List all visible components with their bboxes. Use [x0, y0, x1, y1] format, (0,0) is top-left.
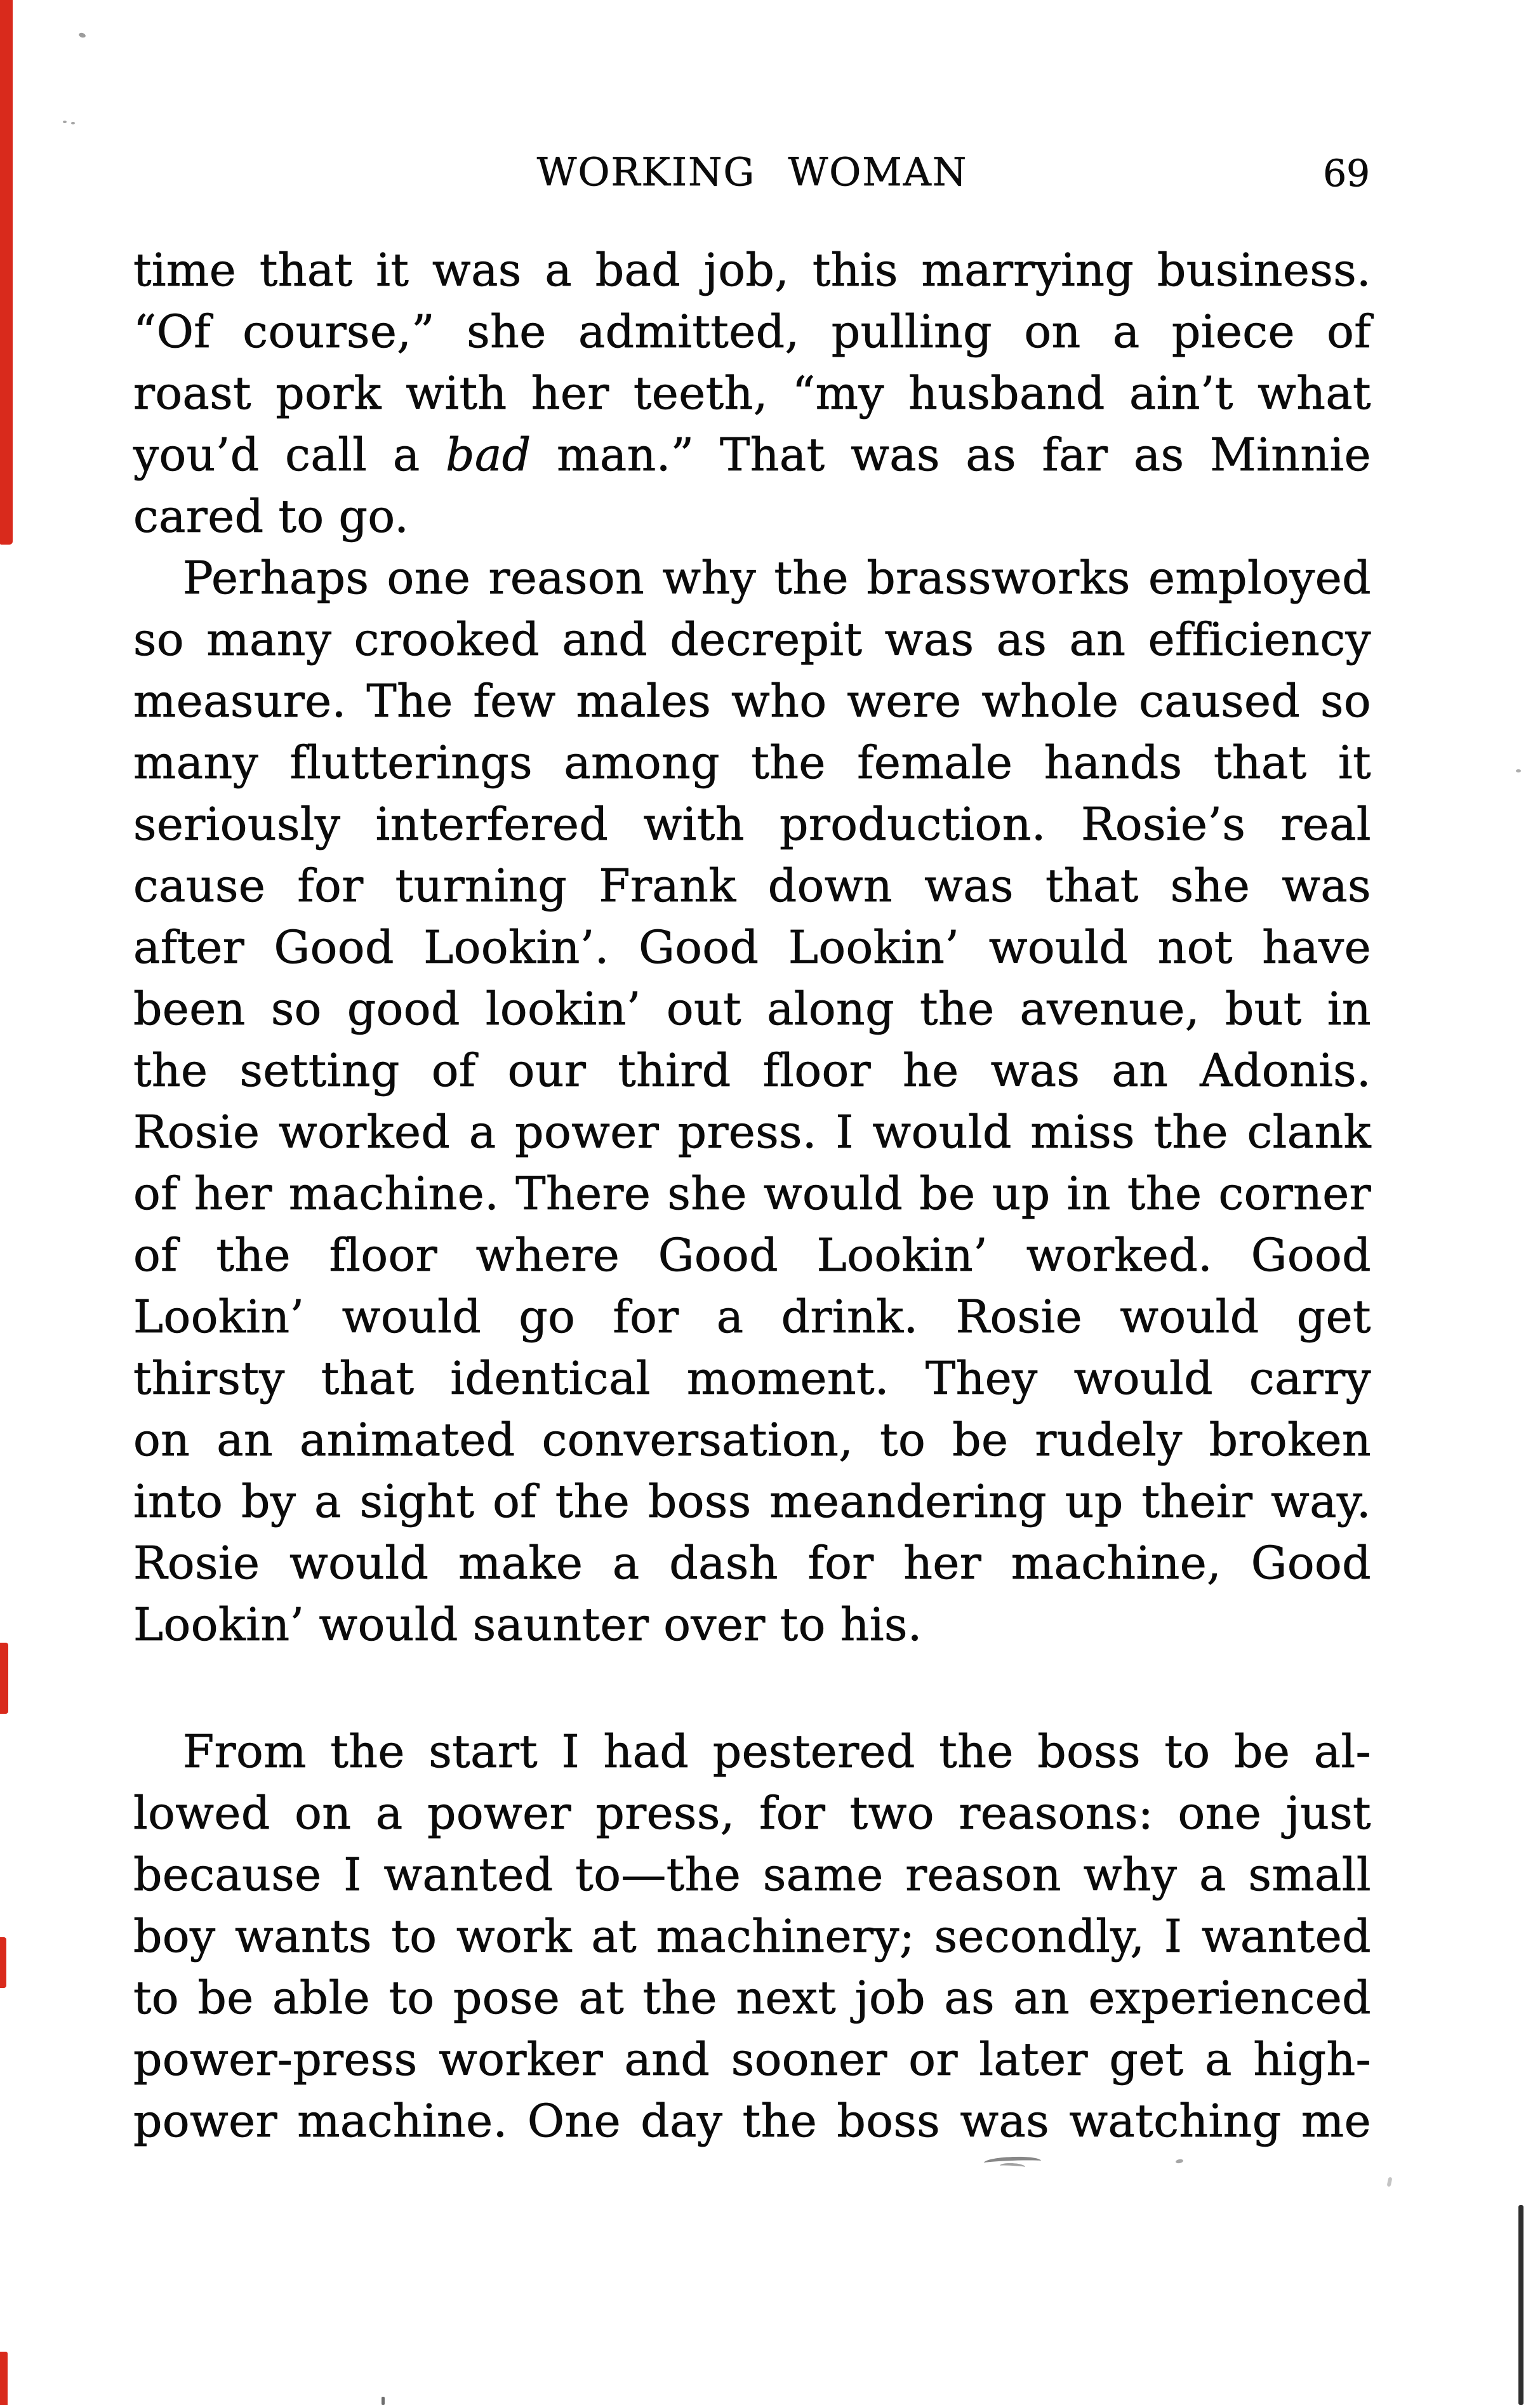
text-line [133, 1224, 1371, 1286]
text-line [133, 1286, 1371, 1348]
line-text: Perhaps one reason why the brassworks employed [183, 552, 1371, 604]
running-head-title: WORKING WOMAN [536, 150, 968, 195]
page-header [133, 150, 1371, 201]
red-page-edge-dash-upper [0, 1643, 8, 1714]
line-text: roast pork with her teeth, “my husband ain’t what [133, 367, 1371, 420]
text-line [133, 424, 1371, 486]
line-text: power machine. One day the boss was watching me [133, 2095, 1371, 2147]
ink-speck [382, 2397, 385, 2405]
line-text: boy wants to work at machinery; secondly, I wanted [133, 1910, 1371, 1963]
text-line [133, 486, 1371, 547]
page-number: 69 [1323, 152, 1370, 195]
line-text: power-press worker and sooner or later get a high- [133, 2033, 1371, 2086]
line-text: been so good lookin’ out along the avenue, but in [133, 983, 1371, 1035]
line-text: From the start I had pestered the boss to be al- [183, 1725, 1371, 1778]
paragraph [133, 547, 1371, 1655]
ink-speck [1516, 769, 1521, 772]
line-text: man.” That was as far as Minnie [531, 428, 1371, 481]
line-text: into by a sight of the boss meandering up their way. [133, 1475, 1371, 1528]
ink-speck [63, 121, 67, 123]
line-text: you’d call a [133, 428, 446, 481]
text-line [133, 362, 1371, 424]
text-line [133, 609, 1371, 670]
line-text: after Good Lookin’. Good Lookin’ would not have [133, 921, 1371, 974]
text-line [133, 1163, 1371, 1224]
ink-smudge-under-watching [1176, 2159, 1184, 2164]
text-line [133, 978, 1371, 1040]
text-line [133, 732, 1371, 793]
red-page-edge-dash-lower [0, 1937, 6, 1988]
scan-right-edge-line [1518, 2205, 1523, 2405]
line-text: cause for turning Frank down was that she was [133, 859, 1371, 912]
text-line [133, 1532, 1371, 1594]
paragraph [133, 239, 1371, 547]
red-page-edge-strip-bottom [0, 2352, 8, 2405]
text-line [133, 1101, 1371, 1163]
text-line [133, 1471, 1371, 1532]
text-line [133, 1782, 1371, 1844]
body-text [133, 239, 1371, 2152]
line-text: the setting of our third floor he was an Adonis. [133, 1044, 1371, 1097]
text-line [133, 1040, 1371, 1101]
line-text: because I wanted to—the same reason why a small [133, 1848, 1371, 1901]
line-text: on an animated conversation, to be rudely broken [133, 1414, 1371, 1466]
line-text: lowed on a power press, for two reasons: one just [133, 1787, 1371, 1839]
text-line [133, 239, 1371, 301]
line-text: measure. The few males who were whole caused so [133, 675, 1371, 727]
red-page-edge-strip-top [0, 0, 13, 545]
line-text: thirsty that identical moment. They would carry [133, 1352, 1371, 1405]
text-line [133, 301, 1371, 362]
text-line [133, 1844, 1371, 1905]
text-line [133, 917, 1371, 978]
line-text: Lookin’ would go for a drink. Rosie would get [133, 1290, 1371, 1343]
text-line [133, 2090, 1371, 2152]
text-line [133, 1409, 1371, 1471]
text-line [133, 1905, 1371, 1967]
text-line [133, 1721, 1371, 1782]
line-text: to be able to pose at the next job as an experienced [133, 1971, 1371, 2024]
text-line [133, 1967, 1371, 2029]
line-text: Rosie worked a power press. I would miss the clank [133, 1106, 1371, 1158]
text-line [133, 855, 1371, 917]
text-line [133, 1348, 1371, 1409]
line-text: cared to go. [133, 490, 409, 543]
italic-word: bad [446, 428, 531, 481]
line-text: seriously interfered with production. Rosie’s real [133, 798, 1371, 851]
text-line [133, 793, 1371, 855]
line-text: Rosie would make a dash for her machine, Good [133, 1537, 1371, 1589]
line-text: Lookin’ would saunter over to his. [133, 1598, 922, 1651]
text-line [133, 1594, 1371, 1655]
ink-speck [71, 122, 75, 124]
line-text: so many crooked and decrepit was as an efficiency [133, 613, 1371, 666]
ink-speck [78, 32, 86, 38]
paragraph [133, 1721, 1371, 2152]
text-line [133, 670, 1371, 732]
line-text: of her machine. There she would be up in the corner [133, 1167, 1371, 1220]
line-text: of the floor where Good Lookin’ worked. Good [133, 1229, 1371, 1282]
line-text: “Of course,” she admitted, pulling on a piece of [133, 305, 1371, 358]
line-text: many flutterings among the female hands that it [133, 736, 1371, 789]
text-line [133, 547, 1371, 609]
line-text: time that it was a bad job, this marrying business. [133, 244, 1371, 296]
text-line [133, 2029, 1371, 2090]
ink-smudge-right-margin [1387, 2177, 1393, 2187]
